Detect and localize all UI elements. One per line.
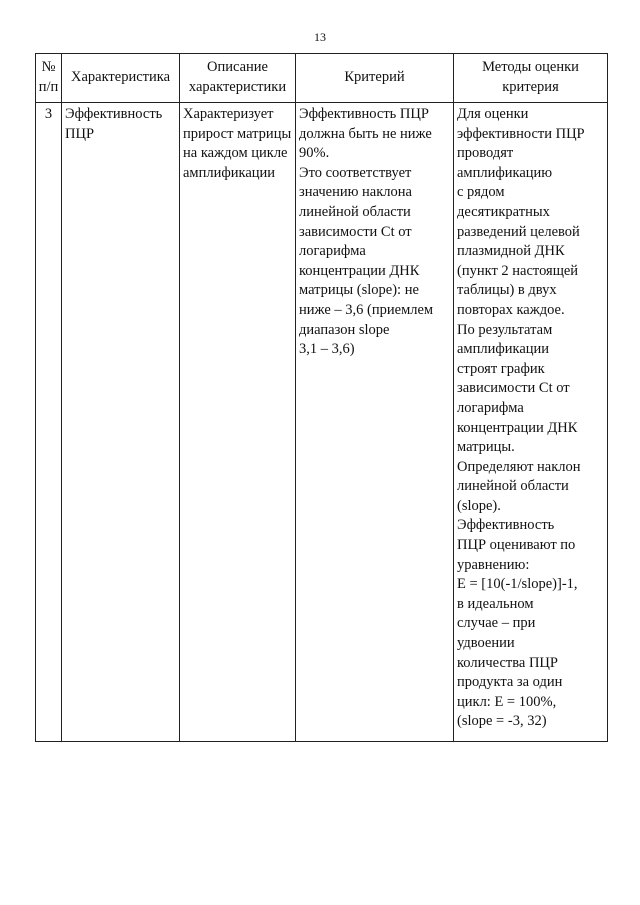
text-line: По результатам <box>457 321 553 338</box>
text-line: линейной области <box>457 478 569 495</box>
text-line: случае – при <box>457 615 536 632</box>
text-line: строят график <box>457 360 545 377</box>
text-line: 3,1 – 3,6) <box>299 341 355 358</box>
text-line: в идеальном <box>457 595 534 612</box>
text-line: 90%. <box>299 145 330 162</box>
text-line: (slope). <box>457 497 501 514</box>
text-line: линейной области <box>299 203 411 220</box>
text-line: повторах каждое. <box>457 301 565 318</box>
text-line: Характеризует <box>183 106 274 122</box>
text-line: значению наклона <box>299 184 412 201</box>
text-line: удвоении <box>457 635 515 652</box>
cell-description <box>180 103 296 742</box>
text-line: Методы оценки <box>482 59 579 76</box>
text-line: E = [10(-1/slope)]-1, <box>457 576 578 593</box>
cell-methods <box>454 103 608 742</box>
text-line: концентрации ДНК <box>299 262 420 279</box>
text-line: десятикратных <box>457 203 550 220</box>
text-line: ПЦР оценивают по <box>457 537 576 554</box>
page-number: 13 <box>314 30 326 44</box>
text-line: Эффективность <box>65 106 163 122</box>
text-line: Это соответствует <box>299 164 412 181</box>
text-line: концентрации ДНК <box>457 419 578 436</box>
text-line: Эффективность ПЦР <box>299 106 429 122</box>
text-line: критерия <box>502 79 559 95</box>
text-line: амплификации <box>457 341 550 358</box>
text-line: диапазон slope <box>299 321 390 338</box>
text-line: (slope = -3, 32) <box>457 713 547 730</box>
text-line: матрицы (slope): не <box>299 282 419 299</box>
text-line: эффективности ПЦР <box>457 125 585 142</box>
text-line: Эффективность <box>457 517 555 534</box>
text-line: разведений целевой <box>457 223 580 240</box>
header-methods <box>454 54 608 103</box>
text-line: ниже – 3,6 (приемлем <box>299 301 434 318</box>
text-line: плазмидной ДНК <box>457 243 565 260</box>
text-line: Для оценки <box>457 106 529 122</box>
text-line: № <box>41 59 56 76</box>
text-line: Описание <box>207 59 268 76</box>
text-line: ПЦР <box>65 125 95 142</box>
text-line: зависимости Ct от <box>299 223 412 240</box>
text-line: логарифма <box>299 243 366 260</box>
text-line: п/п <box>38 79 59 95</box>
text-line: характеристики <box>188 79 287 95</box>
text-line: матрицы. <box>457 439 515 456</box>
text-line: на каждом цикле <box>183 145 288 162</box>
header-description <box>180 54 296 103</box>
text-line: проводят <box>457 145 514 162</box>
text-line: амплификацию <box>457 164 553 181</box>
text-line: Характеристика <box>70 69 171 86</box>
text-line: количества ПЦР <box>457 654 558 671</box>
text-line: логарифма <box>457 399 524 416</box>
table-row <box>36 103 608 742</box>
text-line: Критерий <box>344 69 405 86</box>
header-criterion <box>296 54 454 103</box>
cell-num: 3 <box>36 103 62 742</box>
text-line: должна быть не ниже <box>299 125 432 142</box>
header-num <box>36 54 62 103</box>
text-line: цикл: E = 100%, <box>457 693 557 710</box>
text-line: прирост матрицы <box>183 125 292 142</box>
text-line: (пункт 2 настоящей <box>457 262 579 279</box>
text-line: с рядом <box>457 184 505 201</box>
text-line: продукта за один <box>457 674 563 691</box>
text-line: Определяют наклон <box>457 458 581 475</box>
cell-criterion <box>296 103 454 742</box>
text-line: уравнению: <box>457 556 530 573</box>
criteria-table <box>35 53 608 742</box>
header-characteristic <box>62 54 180 103</box>
cell-characteristic <box>62 103 180 742</box>
text-line: амплификации <box>183 164 276 181</box>
text-line: зависимости Ct от <box>457 380 570 397</box>
text-line: таблицы) в двух <box>457 282 557 299</box>
table-header-row <box>36 54 608 103</box>
